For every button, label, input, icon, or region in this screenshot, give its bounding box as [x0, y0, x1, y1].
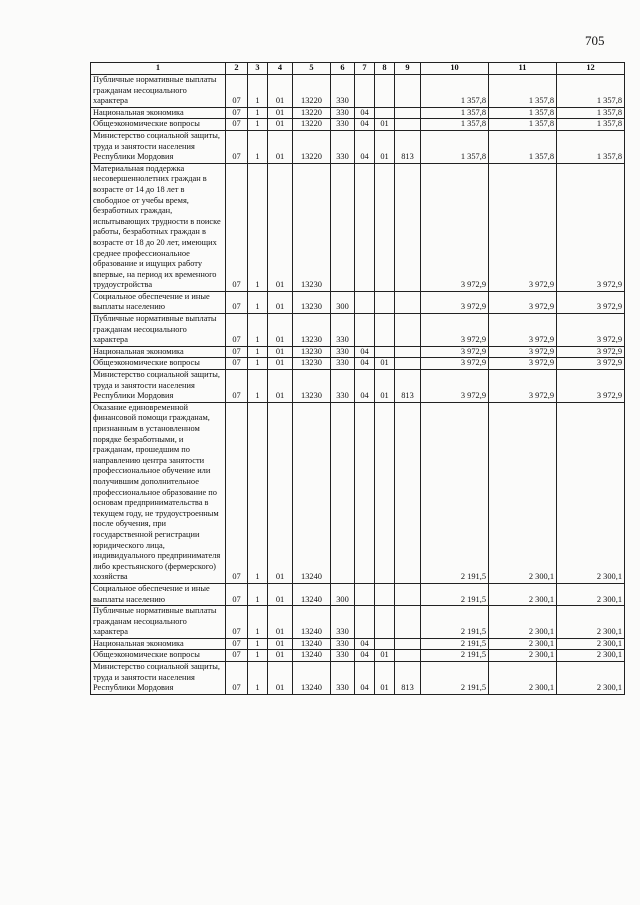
code-pr-cell: 01	[375, 130, 395, 163]
code-gp-cell: 07	[226, 606, 248, 639]
code-direction-cell: 13230	[293, 370, 331, 403]
budget-table	[90, 62, 625, 695]
row-name-cell: Национальная экономика	[91, 107, 226, 119]
code-om-cell: 01	[268, 107, 293, 119]
code-pr-cell: 01	[375, 662, 395, 695]
code-direction-cell: 13230	[293, 163, 331, 291]
code-om-cell: 01	[268, 650, 293, 662]
code-direction-cell: 13230	[293, 291, 331, 313]
code-pp-cell: 1	[248, 662, 268, 695]
row-name-cell: Социальное обеспечение и иные выплаты населению	[91, 583, 226, 605]
amount-year2-cell: 3 972,9	[489, 370, 557, 403]
code-gp-cell: 07	[226, 638, 248, 650]
row-name-cell: Национальная экономика	[91, 638, 226, 650]
code-vr-cell: 330	[331, 107, 355, 119]
amount-year3-cell: 2 300,1	[557, 583, 625, 605]
table-row	[91, 163, 625, 291]
table-row	[91, 638, 625, 650]
code-om-cell: 01	[268, 358, 293, 370]
amount-year2-cell: 2 300,1	[489, 638, 557, 650]
code-om-cell: 01	[268, 130, 293, 163]
amount-year3-cell: 3 972,9	[557, 314, 625, 347]
code-rz-cell: 04	[355, 346, 375, 358]
table-row	[91, 650, 625, 662]
amount-year3-cell: 2 300,1	[557, 606, 625, 639]
code-rz-cell	[355, 314, 375, 347]
code-gp-cell: 07	[226, 370, 248, 403]
code-pp-cell: 1	[248, 75, 268, 108]
code-vr-cell: 300	[331, 583, 355, 605]
code-rz-cell	[355, 606, 375, 639]
table-row	[91, 291, 625, 313]
code-pp-cell: 1	[248, 291, 268, 313]
code-om-cell: 01	[268, 370, 293, 403]
amount-year2-cell: 3 972,9	[489, 163, 557, 291]
code-om-cell: 01	[268, 583, 293, 605]
code-om-cell: 01	[268, 346, 293, 358]
amount-year2-cell: 2 300,1	[489, 402, 557, 583]
amount-year2-cell: 2 300,1	[489, 650, 557, 662]
code-pp-cell: 1	[248, 358, 268, 370]
code-pp-cell: 1	[248, 163, 268, 291]
amount-year1-cell: 1 357,8	[421, 107, 489, 119]
table-row	[91, 130, 625, 163]
code-grbs-cell	[395, 358, 421, 370]
header-cell: 3	[248, 63, 268, 75]
code-vr-cell: 330	[331, 358, 355, 370]
row-name-cell: Материальная поддержка несовершеннолетних граждан в возрасте от 14 до 18 лет в свободное от учебы время, безработных граждан, испытывающих трудности в поиске работы, безработных граждан в возрасте от 18 до 20 лет, имеющих среднее профессиональное образование и ищущих работу впервые, на период их временного трудоустройства	[91, 163, 226, 291]
amount-year1-cell: 3 972,9	[421, 291, 489, 313]
code-om-cell: 01	[268, 291, 293, 313]
code-rz-cell: 04	[355, 650, 375, 662]
amount-year2-cell: 2 300,1	[489, 606, 557, 639]
amount-year2-cell: 3 972,9	[489, 358, 557, 370]
code-grbs-cell	[395, 346, 421, 358]
code-vr-cell: 330	[331, 119, 355, 131]
code-vr-cell: 330	[331, 346, 355, 358]
code-gp-cell: 07	[226, 163, 248, 291]
header-cell: 8	[375, 63, 395, 75]
code-vr-cell: 330	[331, 75, 355, 108]
row-name-cell: Министерство социальной защиты, труда и занятости населения Республики Мордовия	[91, 370, 226, 403]
code-rz-cell: 04	[355, 107, 375, 119]
code-pr-cell	[375, 291, 395, 313]
code-gp-cell: 07	[226, 107, 248, 119]
code-direction-cell: 13220	[293, 130, 331, 163]
code-pp-cell: 1	[248, 107, 268, 119]
code-rz-cell	[355, 163, 375, 291]
code-grbs-cell	[395, 583, 421, 605]
code-gp-cell: 07	[226, 314, 248, 347]
code-pr-cell	[375, 583, 395, 605]
header-cell: 2	[226, 63, 248, 75]
amount-year1-cell: 3 972,9	[421, 358, 489, 370]
code-pp-cell: 1	[248, 314, 268, 347]
amount-year1-cell: 3 972,9	[421, 163, 489, 291]
amount-year2-cell: 1 357,8	[489, 107, 557, 119]
code-grbs-cell: 813	[395, 662, 421, 695]
code-pr-cell	[375, 606, 395, 639]
code-pr-cell	[375, 314, 395, 347]
amount-year1-cell: 2 191,5	[421, 606, 489, 639]
code-rz-cell	[355, 583, 375, 605]
code-om-cell: 01	[268, 119, 293, 131]
amount-year1-cell: 2 191,5	[421, 638, 489, 650]
code-grbs-cell	[395, 75, 421, 108]
code-grbs-cell	[395, 650, 421, 662]
table-row	[91, 606, 625, 639]
code-direction-cell: 13230	[293, 346, 331, 358]
row-name-cell: Общеэкономические вопросы	[91, 358, 226, 370]
code-pp-cell: 1	[248, 119, 268, 131]
code-gp-cell: 07	[226, 402, 248, 583]
code-gp-cell: 07	[226, 75, 248, 108]
amount-year1-cell: 3 972,9	[421, 346, 489, 358]
page-number: 705	[585, 33, 605, 48]
code-vr-cell: 330	[331, 662, 355, 695]
code-vr-cell: 300	[331, 291, 355, 313]
table-row	[91, 662, 625, 695]
code-pr-cell	[375, 107, 395, 119]
code-grbs-cell	[395, 606, 421, 639]
row-name-cell: Национальная экономика	[91, 346, 226, 358]
amount-year3-cell: 1 357,8	[557, 130, 625, 163]
code-direction-cell: 13240	[293, 650, 331, 662]
code-vr-cell	[331, 402, 355, 583]
code-pr-cell	[375, 638, 395, 650]
code-grbs-cell	[395, 107, 421, 119]
code-pr-cell	[375, 346, 395, 358]
amount-year3-cell: 1 357,8	[557, 107, 625, 119]
row-name-cell: Публичные нормативные выплаты гражданам несоциального характера	[91, 606, 226, 639]
amount-year2-cell: 1 357,8	[489, 119, 557, 131]
code-rz-cell: 04	[355, 638, 375, 650]
code-pr-cell	[375, 402, 395, 583]
amount-year3-cell: 3 972,9	[557, 346, 625, 358]
amount-year3-cell: 2 300,1	[557, 402, 625, 583]
row-name-cell: Публичные нормативные выплаты гражданам несоциального характера	[91, 75, 226, 108]
code-pr-cell: 01	[375, 650, 395, 662]
amount-year2-cell: 2 300,1	[489, 583, 557, 605]
code-grbs-cell: 813	[395, 130, 421, 163]
code-rz-cell	[355, 291, 375, 313]
amount-year2-cell: 3 972,9	[489, 291, 557, 313]
amount-year1-cell: 1 357,8	[421, 119, 489, 131]
amount-year3-cell: 2 300,1	[557, 662, 625, 695]
amount-year1-cell: 2 191,5	[421, 583, 489, 605]
code-pp-cell: 1	[248, 650, 268, 662]
header-cell: 4	[268, 63, 293, 75]
code-direction-cell: 13220	[293, 119, 331, 131]
code-direction-cell: 13230	[293, 358, 331, 370]
code-gp-cell: 07	[226, 346, 248, 358]
code-gp-cell: 07	[226, 662, 248, 695]
header-cell: 6	[331, 63, 355, 75]
amount-year1-cell: 3 972,9	[421, 314, 489, 347]
row-name-cell: Социальное обеспечение и иные выплаты населению	[91, 291, 226, 313]
amount-year3-cell: 2 300,1	[557, 638, 625, 650]
table-row	[91, 119, 625, 131]
code-vr-cell: 330	[331, 606, 355, 639]
header-cell: 11	[489, 63, 557, 75]
table-row	[91, 314, 625, 347]
code-rz-cell: 04	[355, 130, 375, 163]
amount-year3-cell: 3 972,9	[557, 163, 625, 291]
code-grbs-cell: 813	[395, 370, 421, 403]
amount-year2-cell: 3 972,9	[489, 346, 557, 358]
amount-year3-cell: 2 300,1	[557, 650, 625, 662]
code-direction-cell: 13240	[293, 606, 331, 639]
amount-year1-cell: 1 357,8	[421, 130, 489, 163]
header-cell: 1	[91, 63, 226, 75]
header-cell: 9	[395, 63, 421, 75]
code-rz-cell	[355, 75, 375, 108]
amount-year1-cell: 3 972,9	[421, 370, 489, 403]
header-cell: 10	[421, 63, 489, 75]
code-pp-cell: 1	[248, 583, 268, 605]
row-name-cell: Публичные нормативные выплаты гражданам несоциального характера	[91, 314, 226, 347]
amount-year3-cell: 3 972,9	[557, 358, 625, 370]
table-row	[91, 402, 625, 583]
code-grbs-cell	[395, 119, 421, 131]
table-row	[91, 583, 625, 605]
code-rz-cell: 04	[355, 370, 375, 403]
code-grbs-cell	[395, 402, 421, 583]
code-rz-cell: 04	[355, 119, 375, 131]
table-header-row	[91, 63, 625, 75]
code-gp-cell: 07	[226, 130, 248, 163]
code-gp-cell: 07	[226, 358, 248, 370]
table-row	[91, 370, 625, 403]
code-vr-cell: 330	[331, 314, 355, 347]
code-direction-cell: 13230	[293, 314, 331, 347]
code-grbs-cell	[395, 314, 421, 347]
code-pp-cell: 1	[248, 370, 268, 403]
code-direction-cell: 13240	[293, 402, 331, 583]
code-om-cell: 01	[268, 402, 293, 583]
code-grbs-cell	[395, 291, 421, 313]
row-name-cell: Общеэкономические вопросы	[91, 650, 226, 662]
code-om-cell: 01	[268, 638, 293, 650]
amount-year3-cell: 1 357,8	[557, 75, 625, 108]
amount-year2-cell: 2 300,1	[489, 662, 557, 695]
code-direction-cell: 13220	[293, 75, 331, 108]
code-om-cell: 01	[268, 314, 293, 347]
amount-year3-cell: 3 972,9	[557, 291, 625, 313]
code-om-cell: 01	[268, 163, 293, 291]
code-rz-cell	[355, 402, 375, 583]
amount-year2-cell: 3 972,9	[489, 314, 557, 347]
row-name-cell: Общеэкономические вопросы	[91, 119, 226, 131]
table-row	[91, 107, 625, 119]
code-om-cell: 01	[268, 75, 293, 108]
header-cell: 7	[355, 63, 375, 75]
amount-year1-cell: 1 357,8	[421, 75, 489, 108]
code-direction-cell: 13240	[293, 638, 331, 650]
code-pr-cell: 01	[375, 358, 395, 370]
code-gp-cell: 07	[226, 119, 248, 131]
code-pr-cell	[375, 163, 395, 291]
code-direction-cell: 13220	[293, 107, 331, 119]
code-rz-cell: 04	[355, 358, 375, 370]
code-pp-cell: 1	[248, 130, 268, 163]
code-pr-cell	[375, 75, 395, 108]
amount-year1-cell: 2 191,5	[421, 662, 489, 695]
code-pp-cell: 1	[248, 346, 268, 358]
table-body	[91, 75, 625, 695]
header-cell: 5	[293, 63, 331, 75]
code-grbs-cell	[395, 638, 421, 650]
code-vr-cell: 330	[331, 638, 355, 650]
code-vr-cell: 330	[331, 130, 355, 163]
code-pr-cell: 01	[375, 119, 395, 131]
code-gp-cell: 07	[226, 650, 248, 662]
amount-year1-cell: 2 191,5	[421, 402, 489, 583]
code-grbs-cell	[395, 163, 421, 291]
code-direction-cell: 13240	[293, 662, 331, 695]
code-pr-cell: 01	[375, 370, 395, 403]
code-vr-cell: 330	[331, 370, 355, 403]
amount-year2-cell: 1 357,8	[489, 75, 557, 108]
row-name-cell: Оказание единовременной финансовой помощи гражданам, признанным в установленном порядке безработными, и гражданам, прошедшим по направлению центра занятости профессиональное обучение или получившим дополнительное профессиональное образование по основам предпринимательства в текущем году, не трудоустроенным после обучения, при государственной регистрации юридического лица, индивидуального предпринимателя либо крестьянского (фермерского) хозяйства	[91, 402, 226, 583]
code-vr-cell	[331, 163, 355, 291]
table-row	[91, 75, 625, 108]
table-row	[91, 358, 625, 370]
code-rz-cell: 04	[355, 662, 375, 695]
code-direction-cell: 13240	[293, 583, 331, 605]
code-pp-cell: 1	[248, 638, 268, 650]
code-gp-cell: 07	[226, 583, 248, 605]
amount-year3-cell: 3 972,9	[557, 370, 625, 403]
table-row	[91, 346, 625, 358]
amount-year1-cell: 2 191,5	[421, 650, 489, 662]
amount-year3-cell: 1 357,8	[557, 119, 625, 131]
amount-year2-cell: 1 357,8	[489, 130, 557, 163]
code-om-cell: 01	[268, 662, 293, 695]
code-pp-cell: 1	[248, 606, 268, 639]
code-vr-cell: 330	[331, 650, 355, 662]
row-name-cell: Министерство социальной защиты, труда и занятости населения Республики Мордовия	[91, 662, 226, 695]
code-gp-cell: 07	[226, 291, 248, 313]
row-name-cell: Министерство социальной защиты, труда и занятости населения Республики Мордовия	[91, 130, 226, 163]
code-pp-cell: 1	[248, 402, 268, 583]
header-cell: 12	[557, 63, 625, 75]
code-om-cell: 01	[268, 606, 293, 639]
